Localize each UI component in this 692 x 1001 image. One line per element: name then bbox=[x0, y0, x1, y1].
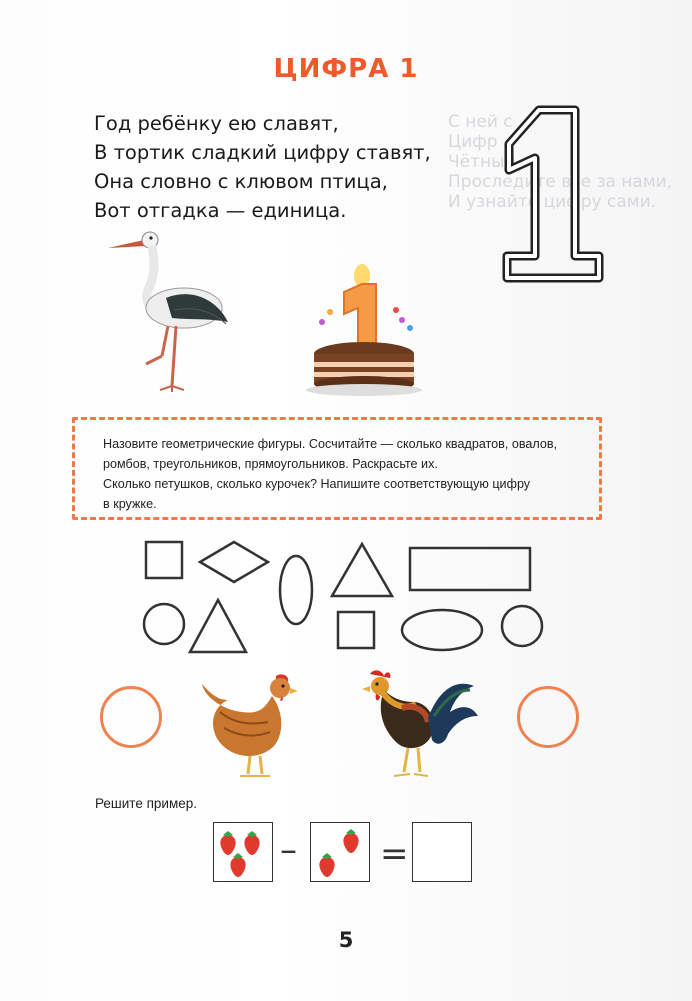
square-shape[interactable] bbox=[146, 542, 182, 578]
strawberry-icon bbox=[230, 853, 245, 877]
strawberry-icon bbox=[220, 831, 235, 855]
rhombus-shape[interactable] bbox=[200, 542, 268, 582]
hen-illustration bbox=[198, 666, 302, 782]
strawberries-box-three bbox=[213, 822, 273, 882]
strawberries-box-two bbox=[310, 822, 370, 882]
big-digit-one-outline bbox=[495, 100, 615, 290]
circle-shape[interactable] bbox=[144, 604, 184, 644]
oval-shape[interactable] bbox=[402, 610, 482, 650]
oval-shape[interactable] bbox=[280, 556, 312, 624]
task-line: Назовите геометрические фигуры. Сосчитайте — сколько квадратов, овалов, bbox=[103, 437, 558, 451]
task-instructions-box bbox=[72, 417, 602, 520]
page-number: 5 bbox=[338, 928, 354, 952]
strawberry-icon bbox=[319, 853, 334, 877]
square-shape[interactable] bbox=[338, 612, 374, 648]
circle-shape[interactable] bbox=[502, 606, 542, 646]
task-line: Сколько петушков, сколько курочек? Напишите соответствующую цифру bbox=[103, 477, 531, 491]
birthday-cake-illustration bbox=[300, 262, 430, 402]
poem-line: В тортик сладкий цифру ставят, bbox=[94, 141, 431, 164]
minus-sign: – bbox=[280, 830, 297, 870]
equals-sign: = bbox=[380, 834, 409, 874]
strawberry-group-icon bbox=[311, 823, 369, 881]
stork-illustration bbox=[104, 226, 234, 396]
geometric-shapes bbox=[0, 530, 692, 660]
rooster-count-circle[interactable] bbox=[517, 686, 579, 748]
poem-line: Она словно с клювом птица, bbox=[94, 170, 388, 193]
strawberry-group-icon bbox=[214, 823, 272, 881]
strawberry-icon bbox=[244, 831, 259, 855]
exercise-label: Решите пример. bbox=[95, 796, 197, 811]
rectangle-shape[interactable] bbox=[410, 548, 530, 590]
poem-line: Вот отгадка — единица. bbox=[94, 199, 347, 222]
show-through-text: С ней с Цифр Чётный Проследите все за нами, И узнайте цифру сами. bbox=[448, 112, 673, 212]
triangle-shape[interactable] bbox=[332, 544, 392, 596]
triangle-shape[interactable] bbox=[190, 600, 246, 652]
page-title: ЦИФРА 1 bbox=[273, 54, 419, 84]
poem-line: Год ребёнку ею славят, bbox=[94, 112, 339, 135]
hen-count-circle[interactable] bbox=[100, 686, 162, 748]
strawberry-icon bbox=[343, 829, 358, 853]
answer-box[interactable] bbox=[412, 822, 472, 882]
poem bbox=[94, 109, 474, 225]
task-line: ромбов, треугольников, прямоугольников. Раскрасьте их. bbox=[103, 457, 438, 471]
task-line: в кружке. bbox=[103, 497, 157, 511]
rooster-illustration bbox=[362, 668, 480, 782]
